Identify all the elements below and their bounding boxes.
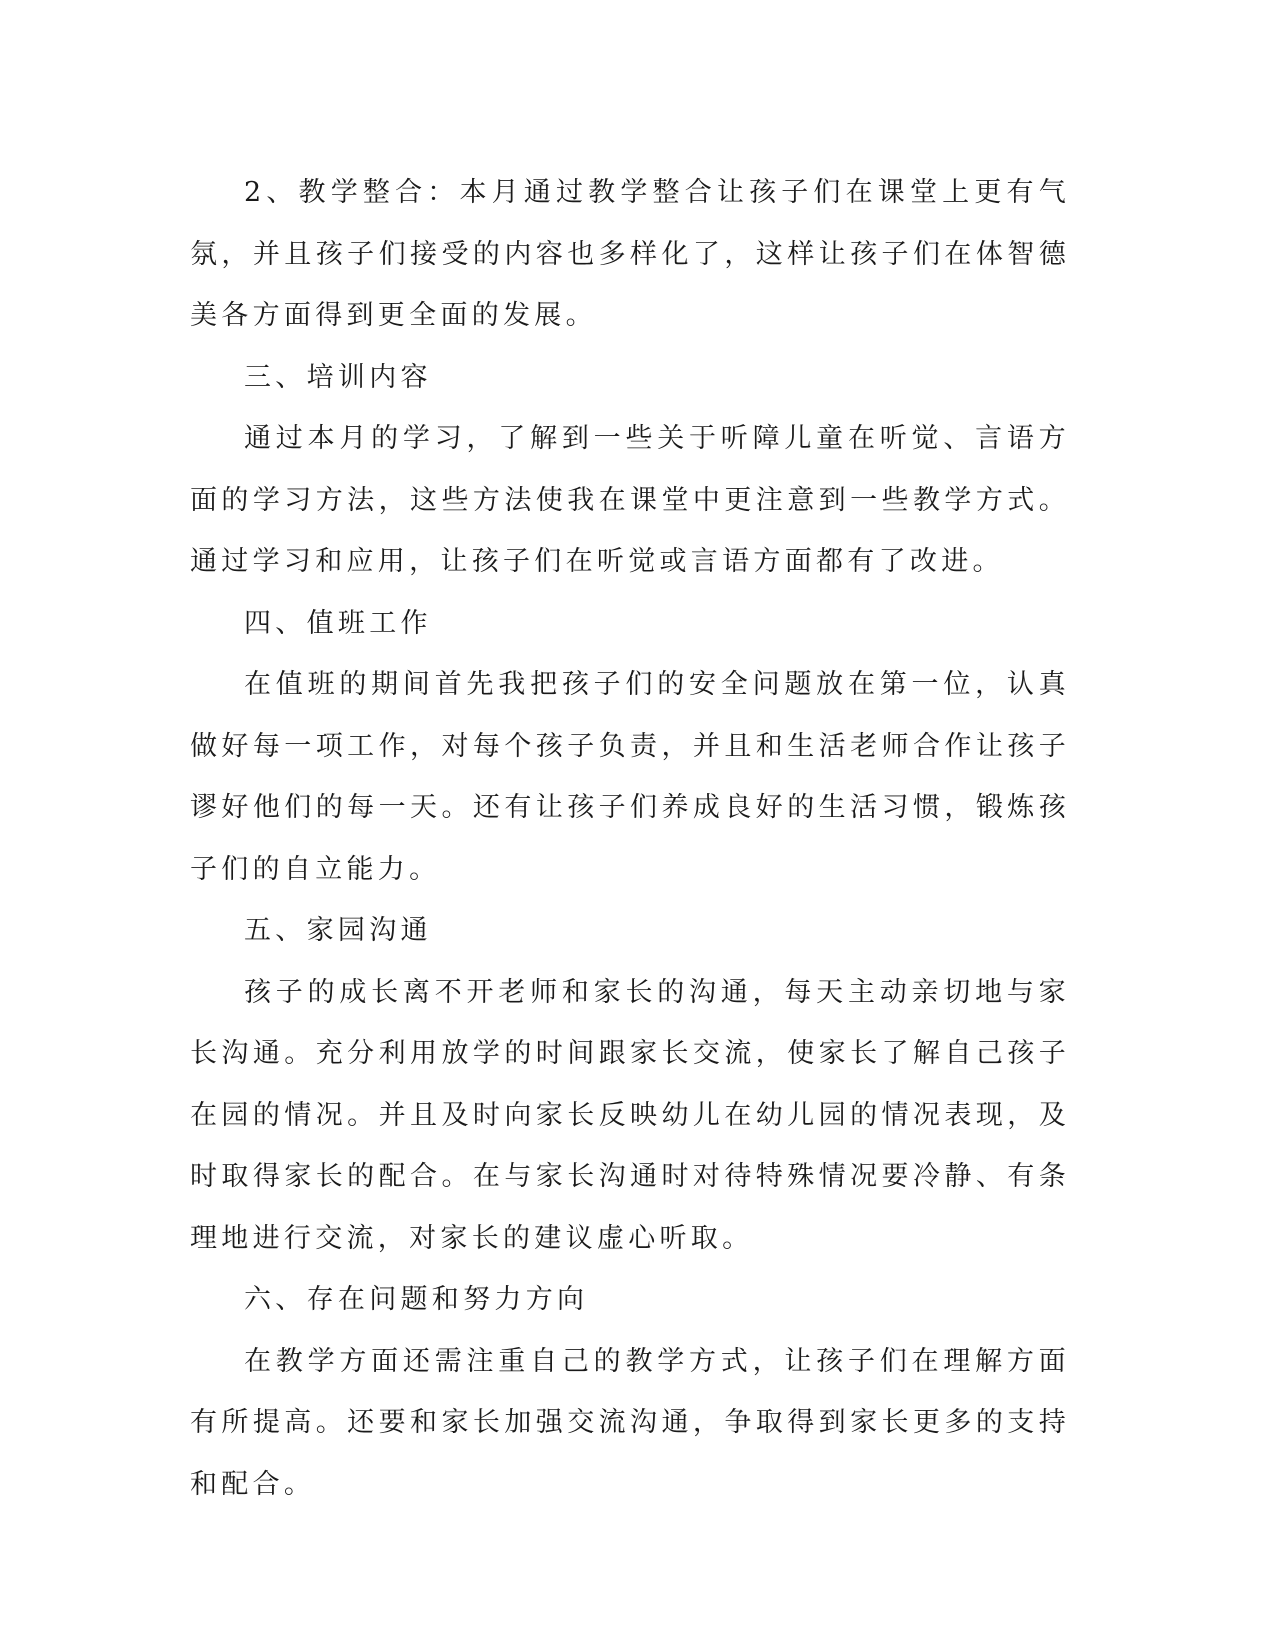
paragraph-home-school: 孩子的成长离不开老师和家长的沟通，每天主动亲切地与家长沟通。充分利用放学的时间跟家长交流，使家长了解自己孩子在园的情况。并且及时向家长反映幼儿在幼儿园的情况表现，及时取得家长的配合。在与家长沟通时对待特殊情况要冷静、有条理地进行交流，对家长的建议虚心听取。	[190, 976, 1070, 1254]
section-heading-duty: 四、值班工作	[244, 607, 432, 639]
paragraph-duty: 在值班的期间首先我把孩子们的安全问题放在第一位，认真做好每一项工作，对每个孩子负责，并且和生活老师合作让孩子谬好他们的每一天。还有让孩子们养成良好的生活习惯，锻炼孩子们的自立能力。	[190, 669, 1070, 885]
paragraph-teaching-integration: 2、教学整合：本月通过教学整合让孩子们在课堂上更有气氛，并且孩子们接受的内容也多样化了，这样让孩子们在体智德美各方面得到更全面的发展。	[190, 177, 1070, 331]
section-heading-home-school: 五、家园沟通	[244, 915, 432, 946]
section-heading-training: 三、培训内容	[244, 361, 432, 393]
section-heading-problems: 六、存在问题和努力方向	[244, 1284, 589, 1315]
paragraph-training: 通过本月的学习，了解到一些关于听障儿童在听觉、言语方面的学习方法，这些方法使我在课堂中更注意到一些教学方式。通过学习和应用，让孩子们在听觉或言语方面都有了改进。	[190, 423, 1070, 577]
paragraph-problems: 在教学方面还需注重自己的教学方式，让孩子们在理解方面有所提高。还要和家长加强交流沟通，争取得到家长更多的支持和配合。	[190, 1345, 1070, 1500]
document-body	[190, 162, 1070, 1515]
